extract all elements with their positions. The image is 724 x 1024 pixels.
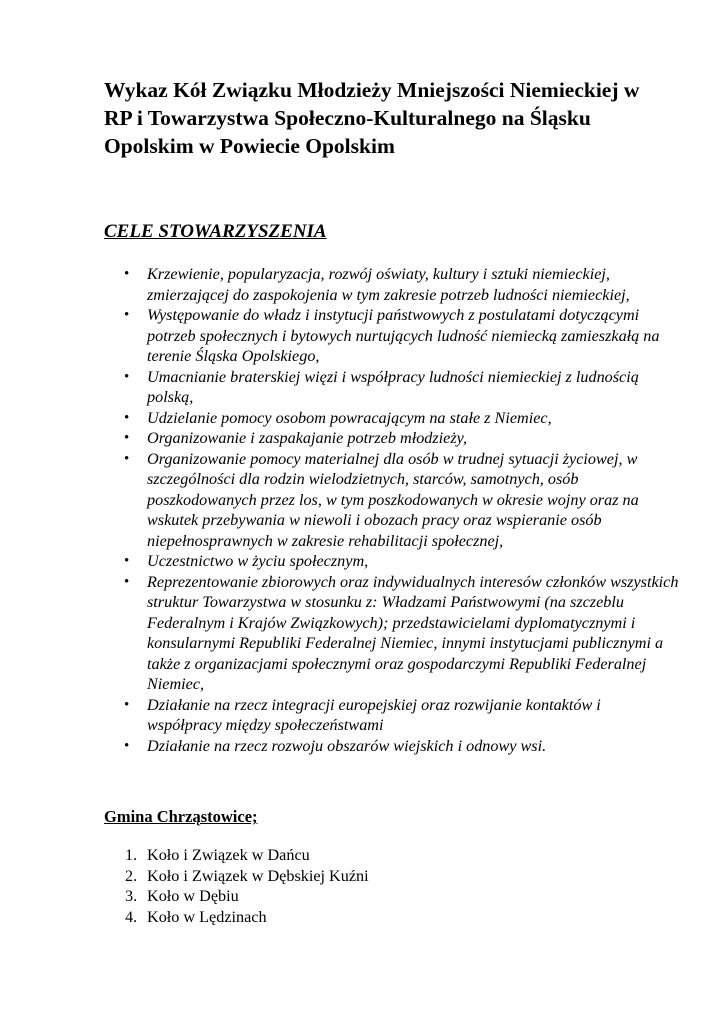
kolo-name: Koło i Związek w Dębskiej Kuźni <box>147 866 369 885</box>
goal-item: • Udzielanie pomocy osobom powracającym na stałe z Niemiec, <box>104 408 679 429</box>
title-line: Wykaz Kół Związku Młodzieży Mniejszości Niemieckiej w <box>104 78 640 102</box>
kolo-item <box>104 845 604 866</box>
kolo-number: 4. <box>125 907 138 926</box>
kolo-name: Koło w Dębiu <box>147 887 239 905</box>
kolo-number: 1. <box>125 846 138 864</box>
goal-item: • Działanie na rzecz integracji europejskiej oraz rozwijanie kontaktów i współpracy między społeczeństwami <box>104 695 679 736</box>
goal-item: • Występowanie do władz i instytucji państwowych z postulatami dotyczącymi potrzeb społecznych i bytowych nurtujących ludność niemiecką zamieszkałą na terenie Śląska Opolskiego, <box>104 305 679 367</box>
kolo-number: 3. <box>125 887 138 905</box>
title-line: Opolskim w Powiecie Opolskim <box>104 134 395 158</box>
goals-heading: CELE STOWARZYSZENIA <box>104 221 327 242</box>
goal-item: • Organizowanie pomocy materialnej dla osób w trudnej sytuacji życiowej, w szczególności dla rodzin wielodzietnych, starców, samotnych, osób poszkodowanych przez los, w tym poszkodowanych w okresie wojny oraz na wskutek przebywania w niewoli i obozach pracy oraz wspieranie osób niepełnosprawnych w zakresie rehabilitacji społecznej, <box>104 449 679 552</box>
kolo-name: Koło i Związek w Dańcu <box>147 846 310 864</box>
kolo-item <box>104 907 604 928</box>
goals-list <box>104 264 679 756</box>
goal-item: • Organizowanie i zaspakajanie potrzeb młodzieży, <box>104 428 679 449</box>
title-line: RP i Towarzystwa Społeczno-Kulturalnego na Śląsku <box>104 106 591 130</box>
goal-item: • Działanie na rzecz rozwoju obszarów wiejskich i odnowy wsi. <box>104 736 679 757</box>
goal-item: • Krzewienie, popularyzacja, rozwój oświaty, kultury i sztuki niemieckiej, zmierzającej do zaspokojenia w tym zakresie potrzeb ludności niemieckiej, <box>104 264 679 305</box>
goal-item: • Reprezentowanie zbiorowych oraz indywidualnych interesów członków wszystkich struktur Towarzystwa w stosunku z: Władzami Państwowymi (na szczeblu Federalnym i Krajów Związkowych); przedstawicielami dyplomatycznymi i konsularnymi Republiki Federalnej Niemiec, innymi instytucjami publicznymi a także z organizacjami społecznymi oraz gospodarczymi Republiki Federalnej Niemiec, <box>104 572 679 695</box>
kolo-name: Koło w Lędzinach <box>147 907 267 926</box>
goal-item: • Umacnianie braterskiej więzi i współpracy ludności niemieckiej z ludnością polską, <box>104 367 679 408</box>
gmina-heading: Gmina Chrząstowice; <box>104 807 258 826</box>
kola-list <box>104 845 604 927</box>
kolo-item <box>104 866 604 887</box>
document-title <box>104 76 684 160</box>
goal-item: • Uczestnictwo w życiu społecznym, <box>104 551 679 572</box>
kolo-number: 2. <box>125 866 138 885</box>
kolo-item <box>104 886 604 907</box>
